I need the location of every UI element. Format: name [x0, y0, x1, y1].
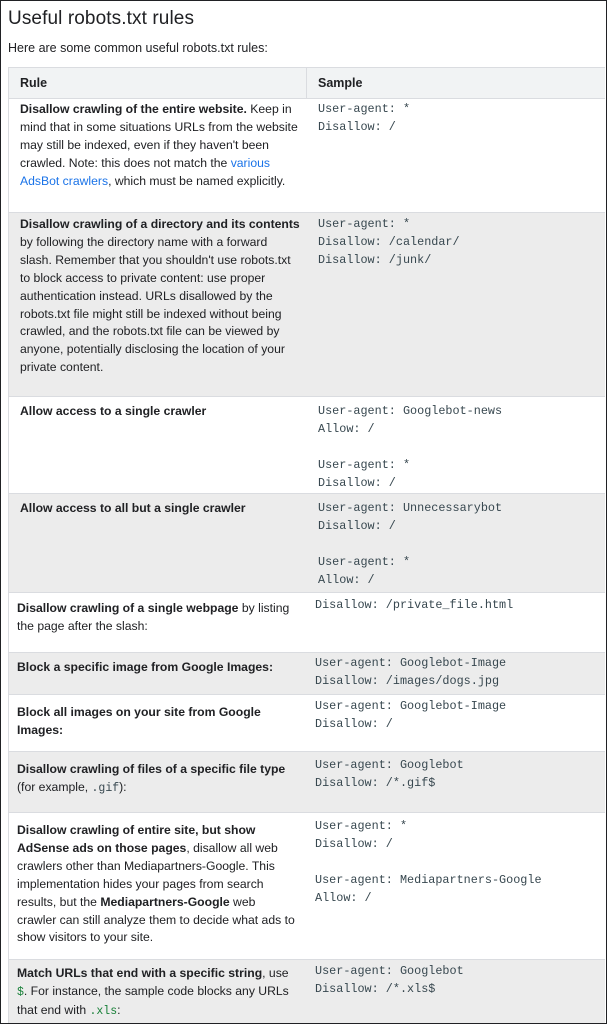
rule-cell: Disallow crawling of files of a specific file type (for example, .gif): [17, 762, 286, 795]
rule-cell: Disallow crawling of entire site, but show AdSense ads on those pages, disallow all web crawlers other than Mediapartners-Google. This implementation hides your pages from search results, but the Mediapartners-Google web crawler can still analyze them to decide what ads to show visitors to your site. [17, 823, 295, 945]
table-row [9, 397, 605, 494]
rule-cell: Allow access to a single crawler [20, 404, 207, 418]
header-rule: Rule [20, 76, 48, 90]
inline-code: .gif [91, 781, 120, 795]
table-row [9, 695, 605, 752]
rule-cell: Block all images on your site from Google Images: [17, 705, 261, 737]
rules-table [8, 67, 605, 1024]
rule-cell: Disallow crawling of the entire website. Keep in mind that in some situations URLs from the website may still be indexed, even if they haven't been crawled. Note: this does not match the various AdsBot crawlers, which must be named explicitly. [20, 102, 298, 188]
table-header-row [9, 68, 605, 99]
sample-code: User-agent: Googlebot-Image Disallow: / [315, 699, 507, 731]
rule-cell: Disallow crawling of a directory and its contents by following the directory name with a forward slash. Remember that you shouldn't use robots.txt to block access to private content: use proper authentication instead. URLs disallowed by the robots.txt file might still be indexed without being crawled, and the robots.txt file can be viewed by anyone, potentially disclosing the location of your private content. [20, 217, 300, 375]
inline-code: $ [17, 985, 24, 999]
inline-code: .xls [89, 1004, 118, 1018]
table-row [9, 653, 605, 695]
rule-cell: Allow access to all but a single crawler [20, 501, 246, 515]
sample-code: User-agent: * Disallow: /calendar/ Disallow: /junk/ [318, 217, 460, 267]
sample-code: User-agent: Googlebot Disallow: /*.xls$ [315, 964, 464, 996]
rule-cell: Disallow crawling of a single webpage by listing the page after the slash: [17, 601, 290, 633]
sample-code: User-agent: Unnecessarybot Disallow: / User-agent: * Allow: / [318, 501, 503, 587]
table-row [9, 960, 605, 1024]
rule-cell: Block a specific image from Google Images: [17, 660, 274, 674]
table-row [9, 213, 605, 397]
sample-code: User-agent: Googlebot-Image Disallow: /images/dogs.jpg [315, 656, 507, 688]
adsbot-crawlers-link[interactable]: various AdsBot crawlers [20, 155, 270, 188]
intro-text: Here are some common useful robots.txt rules: [8, 41, 268, 55]
sample-code: User-agent: Googlebot Disallow: /*.gif$ [315, 758, 464, 790]
sample-code: User-agent: * Disallow: / [318, 102, 411, 134]
rule-cell: Match URLs that end with a specific string, use $. For instance, the sample code blocks any URLs that end with .xls: [17, 966, 289, 1018]
sample-code: User-agent: * Disallow: / User-agent: Mediapartners-Google Allow: / [315, 819, 542, 905]
sample-code: Disallow: /private_file.html [315, 598, 514, 612]
table-row [9, 99, 605, 213]
page-title: Useful robots.txt rules [8, 8, 195, 29]
table-row [9, 494, 605, 593]
table-row [9, 593, 605, 653]
header-sample: Sample [318, 76, 363, 90]
table-row [9, 813, 605, 960]
table-row [9, 752, 605, 813]
sample-code: User-agent: Googlebot-news Allow: / User-agent: * Disallow: / [318, 404, 503, 490]
